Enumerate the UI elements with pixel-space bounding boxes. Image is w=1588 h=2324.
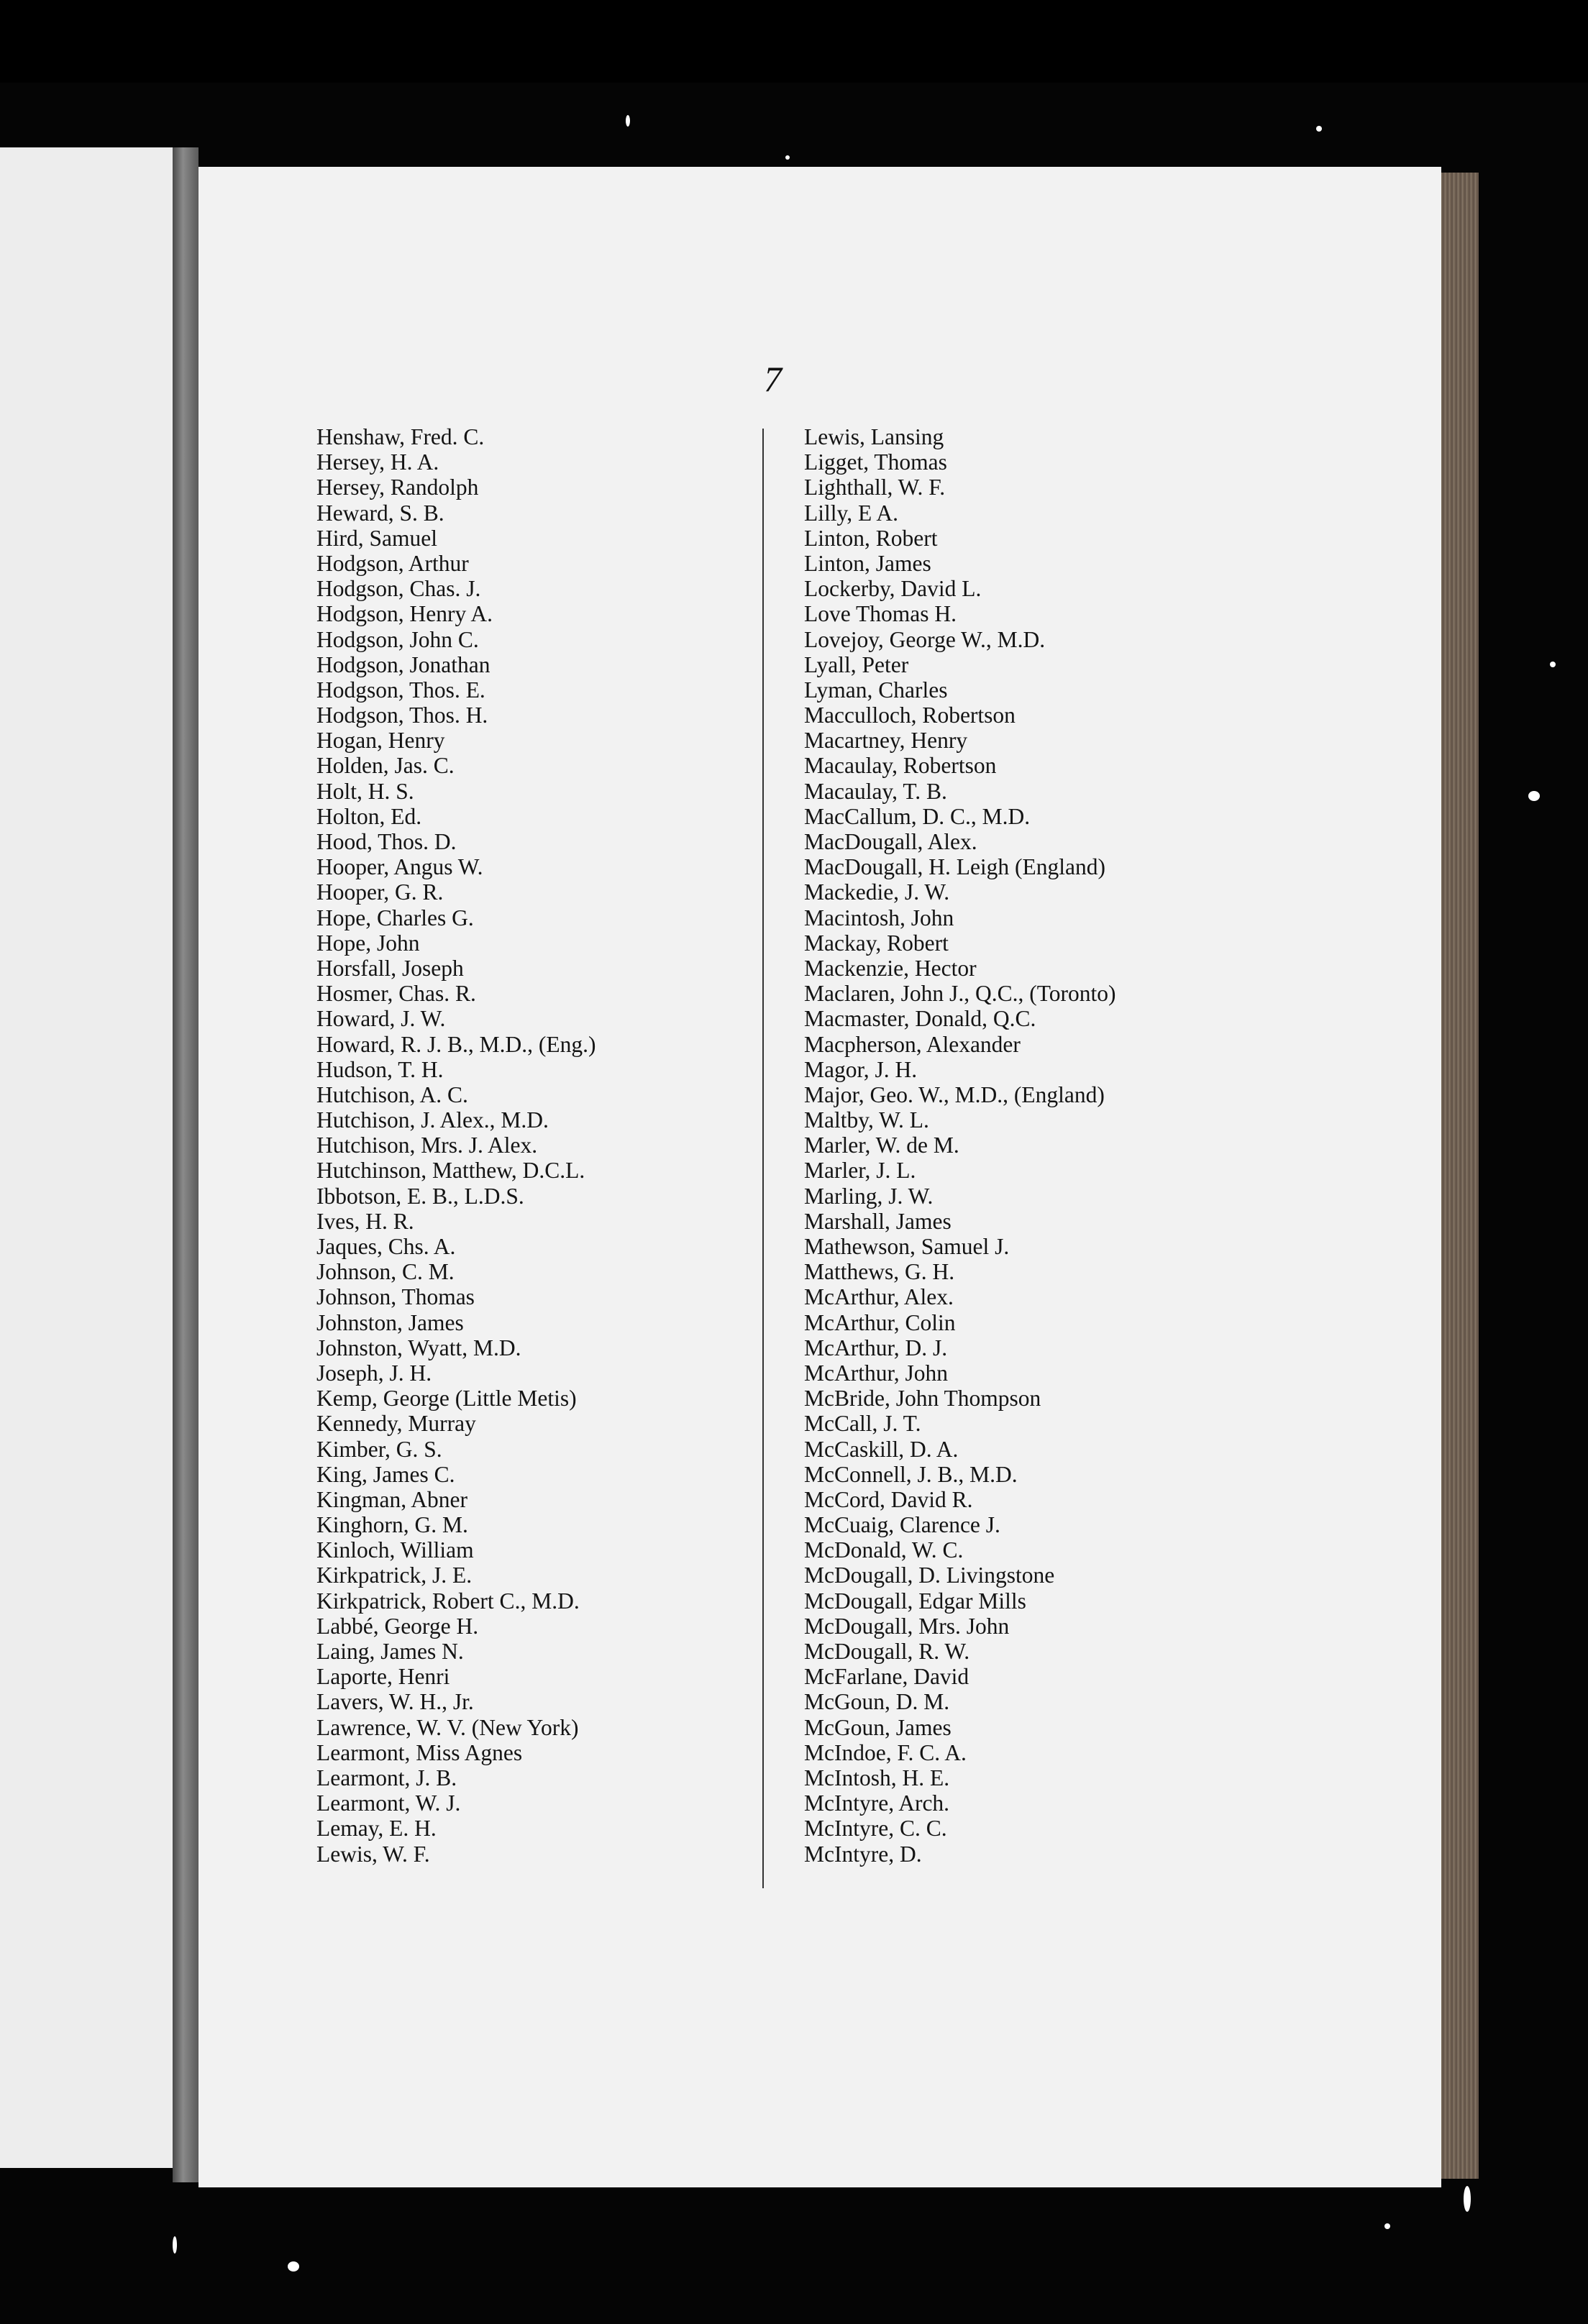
member-name: Hood, Thos. D. bbox=[316, 829, 457, 854]
member-name: McConnell, J. B., M.D. bbox=[804, 1461, 1018, 1487]
member-name: Henshaw, Fred. C. bbox=[316, 424, 485, 449]
dust-speck bbox=[1384, 2223, 1390, 2229]
member-name: Kinghorn, G. M. bbox=[316, 1512, 468, 1538]
member-name: McDonald, W. C. bbox=[804, 1537, 964, 1563]
book-gutter bbox=[173, 147, 198, 2182]
member-name: Hodgson, Thos. E. bbox=[316, 677, 485, 703]
member-name: Mackay, Robert bbox=[804, 930, 949, 956]
member-name: McIntyre, Arch. bbox=[804, 1790, 950, 1816]
member-name: Holton, Ed. bbox=[316, 803, 422, 829]
member-name: MacDougall, Alex. bbox=[804, 829, 977, 854]
member-name: Lewis, W. F. bbox=[316, 1841, 430, 1867]
member-name: Lewis, Lansing bbox=[804, 424, 944, 449]
member-name: McGoun, D. M. bbox=[804, 1689, 950, 1715]
member-name: Jaques, Chs. A. bbox=[316, 1234, 456, 1259]
member-name: Mathewson, Samuel J. bbox=[804, 1234, 1010, 1259]
member-name: MacDougall, H. Leigh (England) bbox=[804, 854, 1106, 880]
member-name: Lavers, W. H., Jr. bbox=[316, 1689, 474, 1715]
member-name: McDougall, Mrs. John bbox=[804, 1613, 1010, 1639]
member-name: Joseph, J. H. bbox=[316, 1360, 432, 1386]
member-name: Kirkpatrick, Robert C., M.D. bbox=[316, 1588, 580, 1614]
column-divider bbox=[762, 429, 764, 1888]
member-name: Hope, Charles G. bbox=[316, 905, 474, 930]
dust-speck bbox=[288, 2261, 299, 2272]
member-name: Hooper, G. R. bbox=[316, 879, 444, 905]
member-name: Holden, Jas. C. bbox=[316, 753, 455, 779]
member-name: McIntyre, D. bbox=[804, 1841, 922, 1867]
member-name: McCord, David R. bbox=[804, 1486, 973, 1512]
member-name: Macartney, Henry bbox=[804, 728, 968, 754]
member-name: Johnson, Thomas bbox=[316, 1284, 475, 1310]
member-name: Macpherson, Alexander bbox=[804, 1031, 1021, 1057]
member-name: McDougall, D. Livingstone bbox=[804, 1563, 1055, 1588]
member-name: Love Thomas H. bbox=[804, 601, 957, 627]
page-number: 7 bbox=[764, 359, 782, 399]
member-name: Hodgson, Chas. J. bbox=[316, 576, 481, 602]
member-name: McArthur, Colin bbox=[804, 1309, 956, 1335]
member-name: Howard, R. J. B., M.D., (Eng.) bbox=[316, 1031, 596, 1057]
member-name: Learmont, J. B. bbox=[316, 1765, 457, 1790]
member-name: McCall, J. T. bbox=[804, 1411, 921, 1437]
member-name: McGoun, James bbox=[804, 1714, 952, 1740]
member-name: Johnston, James bbox=[316, 1309, 464, 1335]
facing-left-page bbox=[0, 147, 173, 2168]
dust-speck bbox=[626, 115, 630, 127]
member-name: McIndoe, F. C. A. bbox=[804, 1739, 967, 1765]
dust-speck bbox=[1550, 662, 1556, 667]
member-name: Johnston, Wyatt, M.D. bbox=[316, 1335, 521, 1360]
member-name: Lemay, E. H. bbox=[316, 1816, 437, 1842]
member-name: Lyall, Peter bbox=[804, 651, 909, 677]
member-name: Hersey, Randolph bbox=[316, 475, 479, 500]
member-name: Hope, John bbox=[316, 930, 420, 956]
member-name: Hogan, Henry bbox=[316, 728, 445, 754]
member-name: Johnson, C. M. bbox=[316, 1259, 455, 1285]
member-name: McCaskill, D. A. bbox=[804, 1436, 959, 1462]
member-name: McIntyre, C. C. bbox=[804, 1816, 947, 1842]
member-name: Howard, J. W. bbox=[316, 1006, 446, 1032]
member-name: Hird, Samuel bbox=[316, 525, 437, 551]
member-name: Lyman, Charles bbox=[804, 677, 948, 703]
member-name: Kennedy, Murray bbox=[316, 1411, 476, 1437]
member-name: Kinloch, William bbox=[316, 1537, 474, 1563]
member-name: McDougall, Edgar Mills bbox=[804, 1588, 1026, 1614]
member-name: Kingman, Abner bbox=[316, 1486, 467, 1512]
dust-speck bbox=[1316, 126, 1322, 132]
member-name: Linton, Robert bbox=[804, 525, 938, 551]
member-name: Hutchison, Mrs. J. Alex. bbox=[316, 1133, 538, 1158]
member-name: Learmont, Miss Agnes bbox=[316, 1739, 523, 1765]
member-name: Hutchison, A. C. bbox=[316, 1081, 468, 1107]
member-name: Hooper, Angus W. bbox=[316, 854, 483, 880]
member-name: McBride, John Thompson bbox=[804, 1386, 1041, 1412]
member-name: Macculloch, Robertson bbox=[804, 703, 1016, 728]
member-name: Major, Geo. W., M.D., (England) bbox=[804, 1081, 1105, 1107]
member-name: Hudson, T. H. bbox=[316, 1056, 444, 1082]
member-name: Lawrence, W. V. (New York) bbox=[316, 1714, 579, 1740]
member-name: Mackenzie, Hector bbox=[804, 955, 977, 981]
dust-speck bbox=[173, 2236, 177, 2254]
member-name: Hodgson, Arthur bbox=[316, 550, 469, 576]
member-name: McArthur, John bbox=[804, 1360, 948, 1386]
member-name: Hodgson, Jonathan bbox=[316, 651, 490, 677]
member-name: Horsfall, Joseph bbox=[316, 955, 464, 981]
member-name: Maclaren, John J., Q.C., (Toronto) bbox=[804, 981, 1116, 1007]
member-name: Macintosh, John bbox=[804, 905, 954, 930]
member-name: Lockerby, David L. bbox=[804, 576, 982, 602]
member-name: McArthur, D. J. bbox=[804, 1335, 948, 1360]
member-name: Laporte, Henri bbox=[316, 1664, 450, 1690]
member-name: Kimber, G. S. bbox=[316, 1436, 442, 1462]
member-name: McCuaig, Clarence J. bbox=[804, 1512, 1000, 1538]
member-name: Heward, S. B. bbox=[316, 500, 444, 526]
dust-speck bbox=[1464, 2186, 1471, 2212]
member-name: Linton, James bbox=[804, 550, 931, 576]
member-name: Lilly, E A. bbox=[804, 500, 898, 526]
dust-speck bbox=[785, 155, 790, 160]
member-name: Kirkpatrick, J. E. bbox=[316, 1563, 473, 1588]
member-name: Lighthall, W. F. bbox=[804, 475, 946, 500]
page-edges bbox=[1441, 173, 1479, 2179]
member-name: Hodgson, Thos. H. bbox=[316, 703, 488, 728]
member-name: Lovejoy, George W., M.D. bbox=[804, 626, 1046, 652]
dust-speck bbox=[1528, 791, 1540, 801]
member-name: Hodgson, John C. bbox=[316, 626, 479, 652]
scanner-top-border bbox=[0, 0, 1588, 83]
member-name: Marler, W. de M. bbox=[804, 1133, 959, 1158]
member-name: Hutchison, J. Alex., M.D. bbox=[316, 1107, 549, 1133]
member-name: Marler, J. L. bbox=[804, 1158, 916, 1184]
member-list-right-column bbox=[804, 424, 1115, 1867]
member-name: Marshall, James bbox=[804, 1208, 952, 1234]
member-name: Hutchinson, Matthew, D.C.L. bbox=[316, 1158, 585, 1184]
member-name: MacCallum, D. C., M.D. bbox=[804, 803, 1031, 829]
member-name: Macmaster, Donald, Q.C. bbox=[804, 1006, 1036, 1032]
member-name: Macaulay, Robertson bbox=[804, 753, 997, 779]
member-name: Marling, J. W. bbox=[804, 1183, 934, 1209]
member-name: Learmont, W. J. bbox=[316, 1790, 461, 1816]
member-list-left-column bbox=[316, 424, 596, 1867]
member-name: Matthews, G. H. bbox=[804, 1259, 955, 1285]
member-name: Hersey, H. A. bbox=[316, 449, 439, 475]
member-name: Ligget, Thomas bbox=[804, 449, 947, 475]
member-name: Kemp, George (Little Metis) bbox=[316, 1386, 577, 1412]
member-name: Mackedie, J. W. bbox=[804, 879, 950, 905]
member-name: Hodgson, Henry A. bbox=[316, 601, 493, 627]
member-name: Laing, James N. bbox=[316, 1639, 464, 1664]
member-name: Magor, J. H. bbox=[804, 1056, 918, 1082]
member-name: Ives, H. R. bbox=[316, 1208, 414, 1234]
member-name: Ibbotson, E. B., L.D.S. bbox=[316, 1183, 524, 1209]
member-name: King, James C. bbox=[316, 1461, 455, 1487]
member-name: Maltby, W. L. bbox=[804, 1107, 929, 1133]
member-name: Macaulay, T. B. bbox=[804, 778, 947, 804]
member-name: McFarlane, David bbox=[804, 1664, 969, 1690]
member-name: McIntosh, H. E. bbox=[804, 1765, 950, 1790]
member-name: Holt, H. S. bbox=[316, 778, 414, 804]
member-name: Hosmer, Chas. R. bbox=[316, 981, 476, 1007]
member-name: McArthur, Alex. bbox=[804, 1284, 954, 1310]
member-name: McDougall, R. W. bbox=[804, 1639, 970, 1664]
member-name: Labbé, George H. bbox=[316, 1613, 479, 1639]
